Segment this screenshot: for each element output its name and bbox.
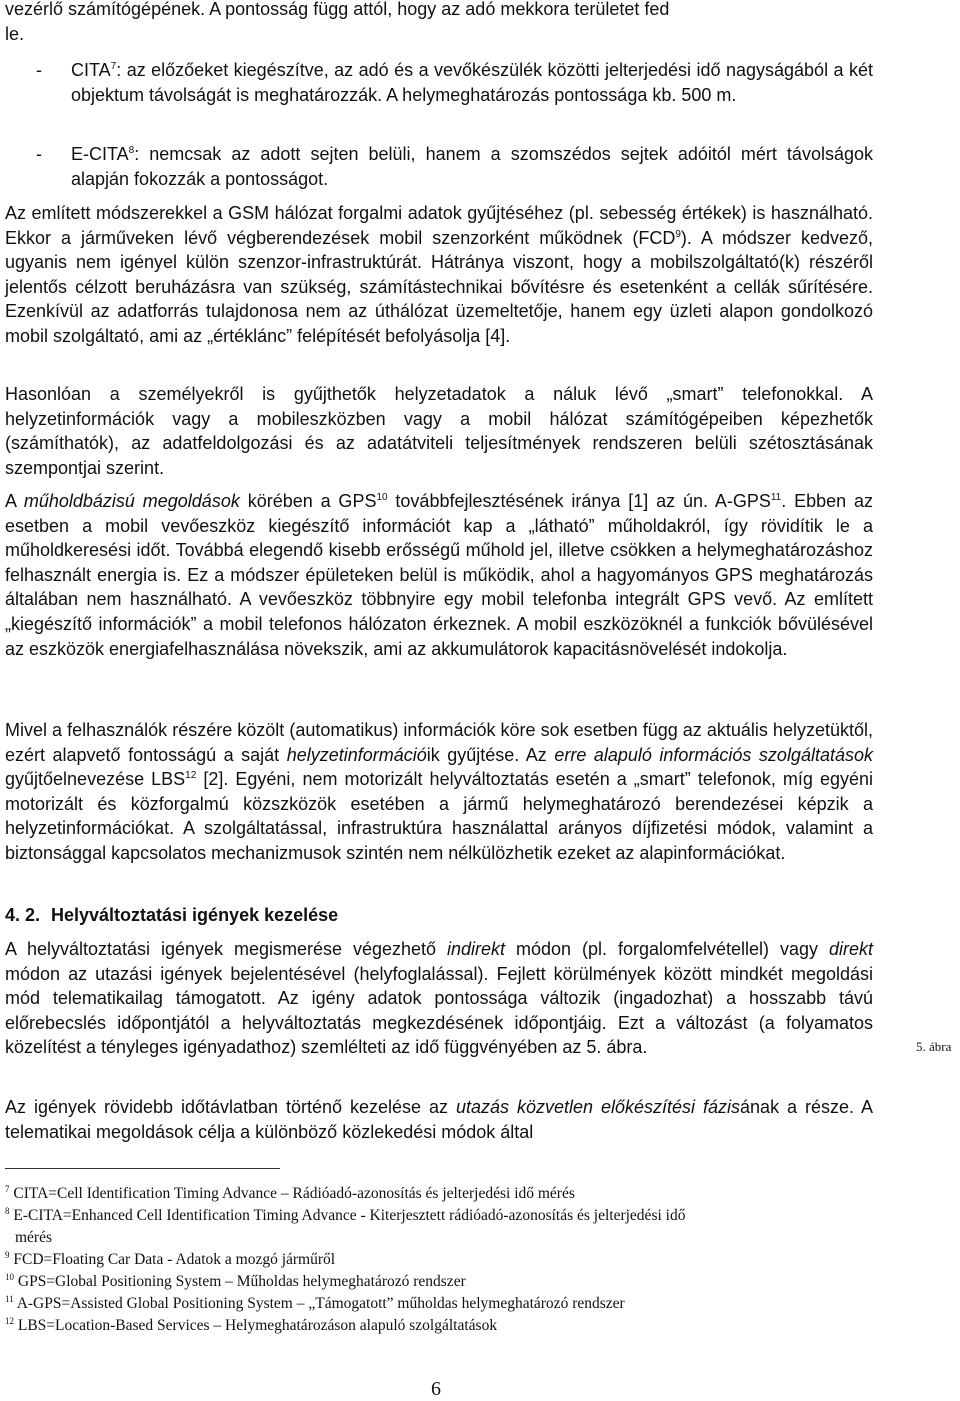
footnote-ref: 11 — [770, 492, 782, 503]
emphasis-text: indirekt — [447, 939, 506, 959]
footnote-number: 11 — [5, 1294, 14, 1304]
bullet-text: : nemcsak az adott sejten belüli, hanem a szomszédos sejtek adóitól mért távolságok alapján fokozzák a pontosságot. — [71, 144, 873, 189]
footnote-ref: 12 — [185, 770, 197, 782]
footnote-number: 7 — [5, 1184, 10, 1194]
page-number: 6 — [431, 1378, 441, 1400]
footnote-ref: 10 — [376, 492, 388, 503]
paragraph-continuation — [5, 0, 873, 46]
footnote-divider — [5, 1168, 280, 1169]
paragraph-smart-phones: Hasonlóan a személyekről is gyűjthetők helyzetadatok a náluk lévő „smart” telefonokkal. A helyzetinformációk vagy a mobileszközben vagy a mobil hálózat számítógépeiben képezhetők (számíthatók), az adatfeldolgozási és az adatátviteli teljesítmények rendszeren belüli szétosztásának szempontjai szerint. — [5, 384, 873, 478]
bullet-item-ecita — [71, 142, 873, 191]
paragraph-gsm — [5, 201, 873, 349]
emphasis-text: direkt — [828, 939, 873, 959]
footnote — [5, 1271, 875, 1293]
paragraph-text: A — [5, 491, 24, 511]
footnote — [5, 1183, 875, 1205]
section-title: Helyváltoztatási igények kezelése — [51, 905, 339, 925]
footnote — [5, 1293, 875, 1315]
footnote-number: 12 — [5, 1316, 14, 1326]
paragraph-lbs — [5, 718, 873, 866]
section-heading — [5, 903, 338, 928]
footnote-number: 10 — [5, 1272, 14, 1282]
section-number: 4. 2. — [5, 905, 41, 925]
emphasis-text: műholdbázisú megoldások — [23, 491, 240, 511]
paragraph-text: [2]. Egyéni, nem motorizált helyváltoztatás esetén a „smart” telefonok, míg egyéni motorizált és közforgalmú közszközök esetében a jármű helymeghatározó berendezései képzik a helyzetinformációkat. A szolgáltatással, infrastruktúra használattal arányos díjfizetési módok, valamint a biztonsággal kapcsolatos mechanizmusok szintén nem nélkülözhetik ezeket az alapinformációkat. — [5, 769, 873, 863]
paragraph-satellite — [5, 489, 873, 661]
text-line: vezérlő számítógépének. A pontosság függ attól, hogy az adó mekkora területet fed — [5, 0, 670, 19]
paragraph-text: ). A módszer kedvező, ugyanis nem igényel külön szenzor-infrastruktúrát. Hátránya viszont, hogy a mobilszolgáltató(k) részéről jelentős célzott beruházásra van szükség, számítástechnikai bővítésre és esetenként a cellák sűrítésére. Ezenkívül az adatforrás tulajdonosa nem az úthálózat üzemeltetője, hanem egy üzleti alapon gondolkozó mobil szolgáltató, ami az „értéklánc” felépítését befolyásolja [4]. — [5, 227, 873, 346]
paragraph-text: Mivel a felhasználók részére közölt (automatikus) információk köre sok esetben függ az aktuális helyzetüktől, ezért alapvető fontosságú a saját — [5, 720, 873, 765]
text-line: le. — [5, 23, 25, 44]
paragraph-text: módon (pl. forgalomfelvétellel) vagy — [505, 939, 829, 959]
emphasis-text: utazás közvetlen előkészítési fázis — [456, 1097, 741, 1117]
bullet-dash: - — [36, 144, 42, 164]
paragraph-text: ik gyűjtése. Az — [426, 744, 555, 765]
footnote-ref: 7 — [110, 61, 117, 72]
footnote — [5, 1205, 875, 1227]
paragraph-text: A helyváltoztatási igények megismerése végezhető — [5, 939, 448, 959]
emphasis-text: erre alapuló információs szolgáltatások — [554, 744, 873, 765]
paragraph-text: gyűjtőelnevezése LBS — [5, 769, 186, 790]
paragraph-handling — [5, 1095, 873, 1144]
bullet-text: : az előzőeket kiegészítve, az adó és a vevőkészülék közötti jelterjedési idő nagyságából a két objektum távolságát is meghatározzák. A helymeghatározás pontossága kb. 500 m. — [71, 60, 873, 105]
footnote — [5, 1315, 875, 1337]
emphasis-text: helyzetinformáció — [286, 744, 427, 765]
paragraph-text: . Ebben az esetben a mobil vevőeszköz kiegészítő információt kap a „látható” műholdakról, így rövidítik le a műholdkeresési időt. Továbbá elegendő kisebb erősségű műhold jel, illetve csökken a helymeghatározáshoz felhasznált energia is. Ez a módszer épületeken belül is működik, ahol a hagyományos GPS meghatározás általában nem használható. A vevőeszköz többnyire egy mobil telefonba integrált GPS vevő. Az említett „kiegészítő információk” a mobil telefonos hálózaton érkeznek. A mobil eszközöknél a funkciók bővülésével az eszközök energiafelhasználása növekszik, ami az akkumulátorok kapacitásnövelését indokolja. — [5, 491, 873, 659]
footnote — [5, 1249, 875, 1271]
footnote-text: CITA=Cell Identification Timing Advance – Rádióadó-azonosítás és jelterjedési idő mérés — [13, 1185, 575, 1202]
footnote-text: LBS=Location-Based Services – Helymeghatározáson alapuló szolgáltatások — [17, 1317, 498, 1334]
paragraph-text: ának a része. A telematikai megoldások célja a különböző közlekedési módok által — [5, 1097, 873, 1142]
footnote-text: E-CITA=Enhanced Cell Identification Timing Advance - Kiterjesztett rádióadó-azonosítás és jelterjedési idő — [13, 1207, 686, 1224]
paragraph-text: körében a GPS — [239, 491, 377, 511]
footnote-text: A-GPS=Assisted Global Positioning System – „Támogatott” műholdas helymeghatározó rendszer — [16, 1295, 625, 1312]
figure-reference: 5. ábra — [916, 1039, 952, 1054]
footnote-continuation — [5, 1227, 875, 1249]
paragraph-text: Az igények rövidebb időtávlatban történő kezelése az — [5, 1097, 456, 1117]
paragraph-text: Az említett módszerekkel a GSM hálózat forgalmi adatok gyűjtéséhez (pl. sebesség értékek) is használható. Ekkor a járműveken lévő végberendezések mobil szenzorként működnek (FCD — [5, 203, 873, 248]
footnote-text: FCD=Floating Car Data - Adatok a mozgó járműről — [13, 1251, 336, 1268]
paragraph-demand — [5, 937, 873, 1060]
footnote-ref: 8 — [128, 145, 135, 156]
bullet-dash: - — [36, 60, 42, 80]
footnote-text: mérés — [15, 1229, 53, 1246]
bullet-term: CITA — [71, 60, 111, 80]
footnotes — [5, 1183, 875, 1337]
paragraph-text: módon az utazási igények bejelentésével (helyfoglalással). Fejlett körülmények között mindkét megoldási mód telematikailag támogatott. Az igény adatok pontossága változik (ingadozhat) a hosszabb távú előrebecslés időpontjától a helyváltoztatás megkezdésének időpontjáig. Ezt a változást (a folyamatos közelítést a tényleges igényadathoz) szemlélteti az idő függvényében az 5. ábra. — [5, 963, 873, 1058]
footnote-number: 8 — [5, 1206, 10, 1216]
footnote-number: 9 — [5, 1250, 10, 1260]
bullet-item-cita — [71, 58, 873, 107]
paragraph-text: továbbfejlesztésének iránya [1] az ún. A-GPS — [387, 491, 771, 511]
bullet-term: E-CITA — [71, 144, 129, 164]
footnote-ref: 9 — [675, 228, 681, 240]
footnote-text: GPS=Global Positioning System – Műholdas helymeghatározó rendszer — [17, 1273, 466, 1290]
